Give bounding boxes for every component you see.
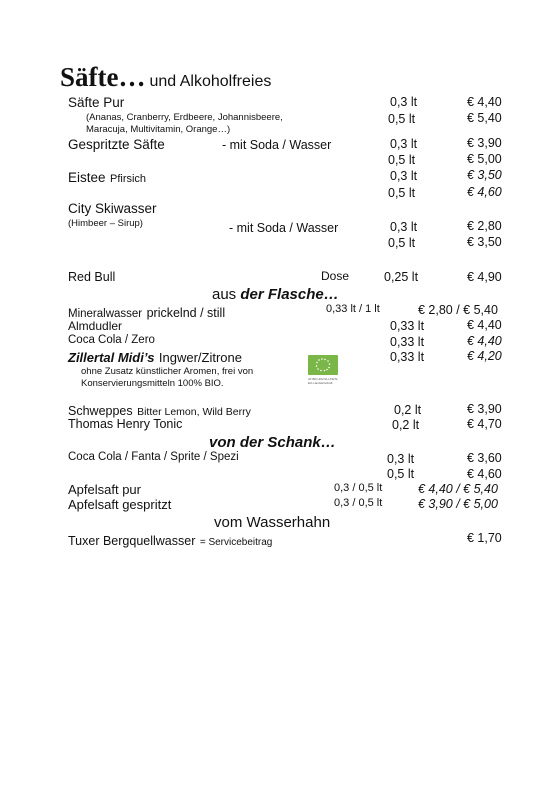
item-volume: 0,3 lt xyxy=(390,220,418,234)
item-name-zillertal: Zillertal Midi’s xyxy=(68,350,155,365)
section-label: vom Wasserhahn xyxy=(214,514,331,531)
item-name-gespritzte: Gespritzte Säfte xyxy=(68,137,165,152)
item-name-extra: prickelnd / still xyxy=(146,306,226,320)
item-volume: 0,33 lt xyxy=(390,335,425,349)
item-price: € 2,80 / € 5,40 xyxy=(418,303,498,317)
item-note: Dose xyxy=(321,269,350,283)
item-price: € 3,50 xyxy=(467,235,502,249)
section-heading-schank xyxy=(209,435,336,450)
item-eistee xyxy=(68,170,146,186)
eu-organic-leaf-icon xyxy=(308,355,338,375)
item-price: € 4,40 xyxy=(467,334,502,348)
item-volume: 0,2 lt xyxy=(394,403,422,417)
item-volume: 0,5 lt xyxy=(388,112,416,126)
item-desc: Konservierungsmitteln 100% BIO. xyxy=(81,378,224,389)
section-prefix: aus xyxy=(212,286,237,303)
title-main: Säfte… xyxy=(60,62,146,92)
item-price: € 4,40 xyxy=(467,318,502,332)
item-price: € 4,40 / € 5,40 xyxy=(418,482,498,496)
item-price: € 4,60 xyxy=(467,467,502,481)
item-volume: 0,5 lt xyxy=(387,467,415,481)
item-zillertal xyxy=(68,350,242,366)
item-volume: 0,2 lt xyxy=(392,418,420,432)
item-name-saefte-pur: Säfte Pur xyxy=(68,95,125,110)
item-name-coca: Coca Cola / Zero xyxy=(68,334,155,346)
item-price: € 3,90 / € 5,00 xyxy=(418,497,498,511)
item-name-tuxer: Tuxer Bergquellwasser xyxy=(68,534,196,548)
item-volume: 0,3 lt xyxy=(390,137,418,151)
item-desc: = Servicebeitrag xyxy=(199,537,273,548)
item-price: € 4,90 xyxy=(467,270,502,284)
title-sub: und Alkoholfreies xyxy=(149,73,272,90)
item-name-city: City Skiwasser xyxy=(68,201,157,216)
item-name-apfelsaft: Apfelsaft pur xyxy=(68,482,141,497)
item-desc: Pfirsich xyxy=(109,173,147,185)
item-name-eistee: Eistee xyxy=(68,170,106,185)
item-price: € 2,80 xyxy=(467,219,502,233)
item-desc: (Himbeer – Sirup) xyxy=(68,218,143,229)
section-heading-wasserhahn xyxy=(214,515,330,530)
item-volume: 0,5 lt xyxy=(388,236,416,250)
item-name-extra: Ingwer/Zitrone xyxy=(158,350,242,365)
item-volume: 0,3 / 0,5 lt xyxy=(334,497,383,509)
section-label: der Flasche… xyxy=(240,286,339,303)
item-price: € 5,40 xyxy=(467,111,502,125)
item-volume: 0,3 lt xyxy=(390,169,418,183)
item-desc: (Ananas, Cranberry, Erdbeere, Johannisbeere, xyxy=(86,112,283,123)
item-name-almdudler: Almdudler xyxy=(68,319,123,333)
item-price: € 4,70 xyxy=(467,417,502,431)
item-volume: 0,33 lt xyxy=(390,350,425,364)
item-price: € 3,90 xyxy=(467,402,502,416)
item-price: € 4,40 xyxy=(467,95,502,109)
item-desc: Bitter Lemon, Wild Berry xyxy=(137,406,251,418)
item-name-thomas: Thomas Henry Tonic xyxy=(68,417,183,431)
page-title xyxy=(60,64,271,91)
item-price: € 3,50 xyxy=(467,168,502,182)
item-volume: 0,33 lt / 1 lt xyxy=(326,303,380,315)
item-price: € 5,00 xyxy=(467,152,502,166)
section-label: von der Schank… xyxy=(209,434,336,451)
item-volume: 0,3 lt xyxy=(387,452,415,466)
item-volume: 0,33 lt xyxy=(390,319,425,333)
item-tuxer xyxy=(68,533,272,549)
item-name-apfelsaft-gespritzt: Apfelsaft gespritzt xyxy=(68,497,172,512)
item-name-mineral: Mineralwasser xyxy=(68,308,143,320)
item-note: - mit Soda / Wasser xyxy=(229,221,339,235)
item-desc: Maracuja, Multivitamin, Orange…) xyxy=(86,124,231,135)
item-price: € 4,20 xyxy=(467,349,502,363)
item-name-redbull: Red Bull xyxy=(68,270,116,284)
bio-logo-text: AT-BIO-402 EU-/Nicht-EU-Landwirtschaft xyxy=(308,377,339,385)
item-desc: ohne Zusatz künstlicher Aromen, frei von xyxy=(81,366,254,377)
item-volume: 0,3 / 0,5 lt xyxy=(334,482,383,494)
item-volume: 0,3 lt xyxy=(390,95,418,109)
section-heading-flasche xyxy=(212,287,339,302)
item-price: € 3,60 xyxy=(467,451,502,465)
item-name-schweppes: Schweppes xyxy=(68,404,133,418)
item-price: € 1,70 xyxy=(467,531,502,545)
item-note: - mit Soda / Wasser xyxy=(222,138,332,152)
item-volume: 0,5 lt xyxy=(388,186,416,200)
item-volume: 0,5 lt xyxy=(388,153,416,167)
item-price: € 4,60 xyxy=(467,185,502,199)
item-name-schank-coca: Coca Cola / Fanta / Sprite / Spezi xyxy=(68,451,239,463)
item-price: € 3,90 xyxy=(467,136,502,150)
item-volume: 0,25 lt xyxy=(384,270,419,284)
